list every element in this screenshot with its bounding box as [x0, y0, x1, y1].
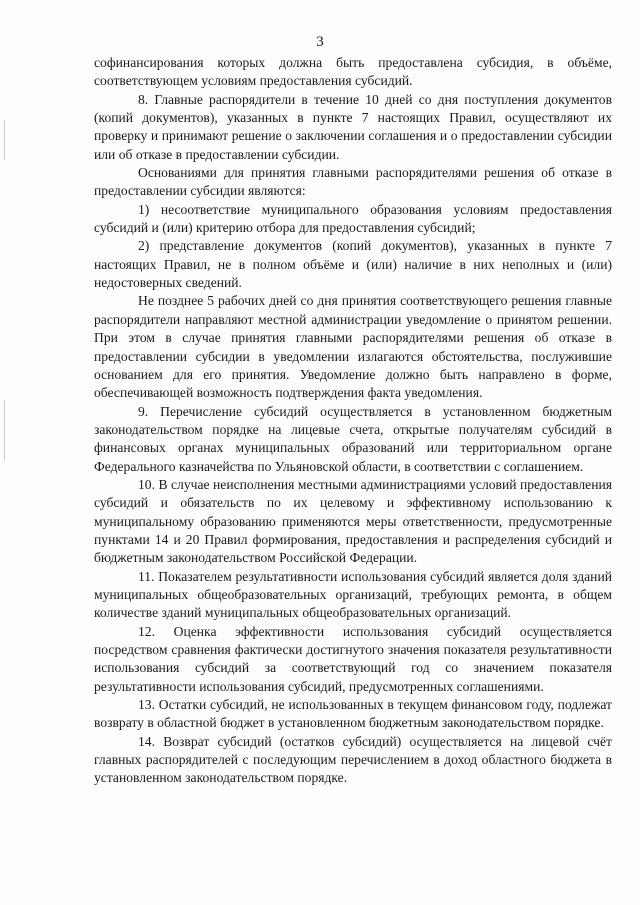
paragraph-continuation: софинансирования которых должна быть предоставлена субсидия, в объёме, соответствующем условиям предоставления субсидий.: [94, 55, 612, 89]
paragraph-11: 11. Показателем результативности использования субсидий является доля зданий муниципальных общеобразовательных организаций, требующих ремонта, в общем количестве зданий муниципальных общеобразовательных организаций.: [94, 568, 612, 621]
page-number: 3: [316, 34, 324, 50]
paragraph-9: 9. Перечисление субсидий осуществляется в установленном бюджетным законодательством порядке на лицевые счета, открытые получателям субсидий в финансовых органах муниципальных образований или территориальном органе Федерального казначейства по Ульяновской области, в соответствии с соглашением.: [94, 403, 612, 474]
paragraph-13: 13. Остатки субсидий, не использованных в текущем финансовом году, подлежат возврату в областной бюджет в установленном бюджетным законодательством порядке.: [94, 697, 612, 731]
document-body: [94, 54, 612, 788]
paragraph-10: 10. В случае неисполнения местными администрациями условий предоставления субсидий и обязательств по их целевому и эффективному использованию к муниципальному образованию применяются меры ответственности, предусмотренные пунктами 14 и 20 Правил формирования, предоставления и распределения субсидий и бюджетным законодательством Российской Федерации.: [94, 476, 612, 566]
paragraph-ground-1: 1) несоответствие муниципального образования условиям предоставления субсидий и (или) критерию отбора для предоставления субсидий;: [94, 201, 612, 236]
scan-margin-line: [4, 120, 5, 160]
paragraph-14: 14. Возврат субсидий (остатков субсидий) осуществляется на лицевой счёт главных распорядителей с последующим перечислением в доход областного бюджета в установленном законодательством порядке.: [94, 733, 612, 786]
scan-margin-line: [4, 400, 5, 460]
paragraph-ground-2: 2) представление документов (копий документов), указанных в пункте 7 настоящих Правил, не в полном объёме и (или) наличие в них неполных и (или) недостоверных сведений.: [94, 238, 612, 291]
paragraph-refusal-grounds: Основаниями для принятия главными распорядителями решения об отказе в предоставлении субсидии являются:: [94, 165, 612, 199]
paragraph-notification: Не позднее 5 рабочих дней со дня принятия соответствующего решения главные распорядители направляют местной администрации уведомление о принятом решении. При этом в случае принятия главными распорядителями решения об отказе в предоставлении субсидии в уведомлении излагаются обстоятельства, послужившие основанием для его принятия. Уведомление должно быть направлено в форме, обеспечивающей возможность подтверждения факта уведомления.: [94, 293, 612, 401]
paragraph-8: 8. Главные распорядители в течение 10 дней со дня поступления документов (копий документов), указанных в пункте 7 настоящих Правил, осуществляют их проверку и принимают решение о заключении соглашения и о предоставлении субсидии или об отказе в предоставлении субсидии.: [94, 91, 612, 162]
paragraph-12: 12. Оценка эффективности использования субсидий осуществляется посредством сравнения фактически достигнутого значения показателя результативности использования субсидий за соответствующий год со значением показателя результативности использования субсидий, предусмотренных соглашениями.: [94, 623, 612, 694]
